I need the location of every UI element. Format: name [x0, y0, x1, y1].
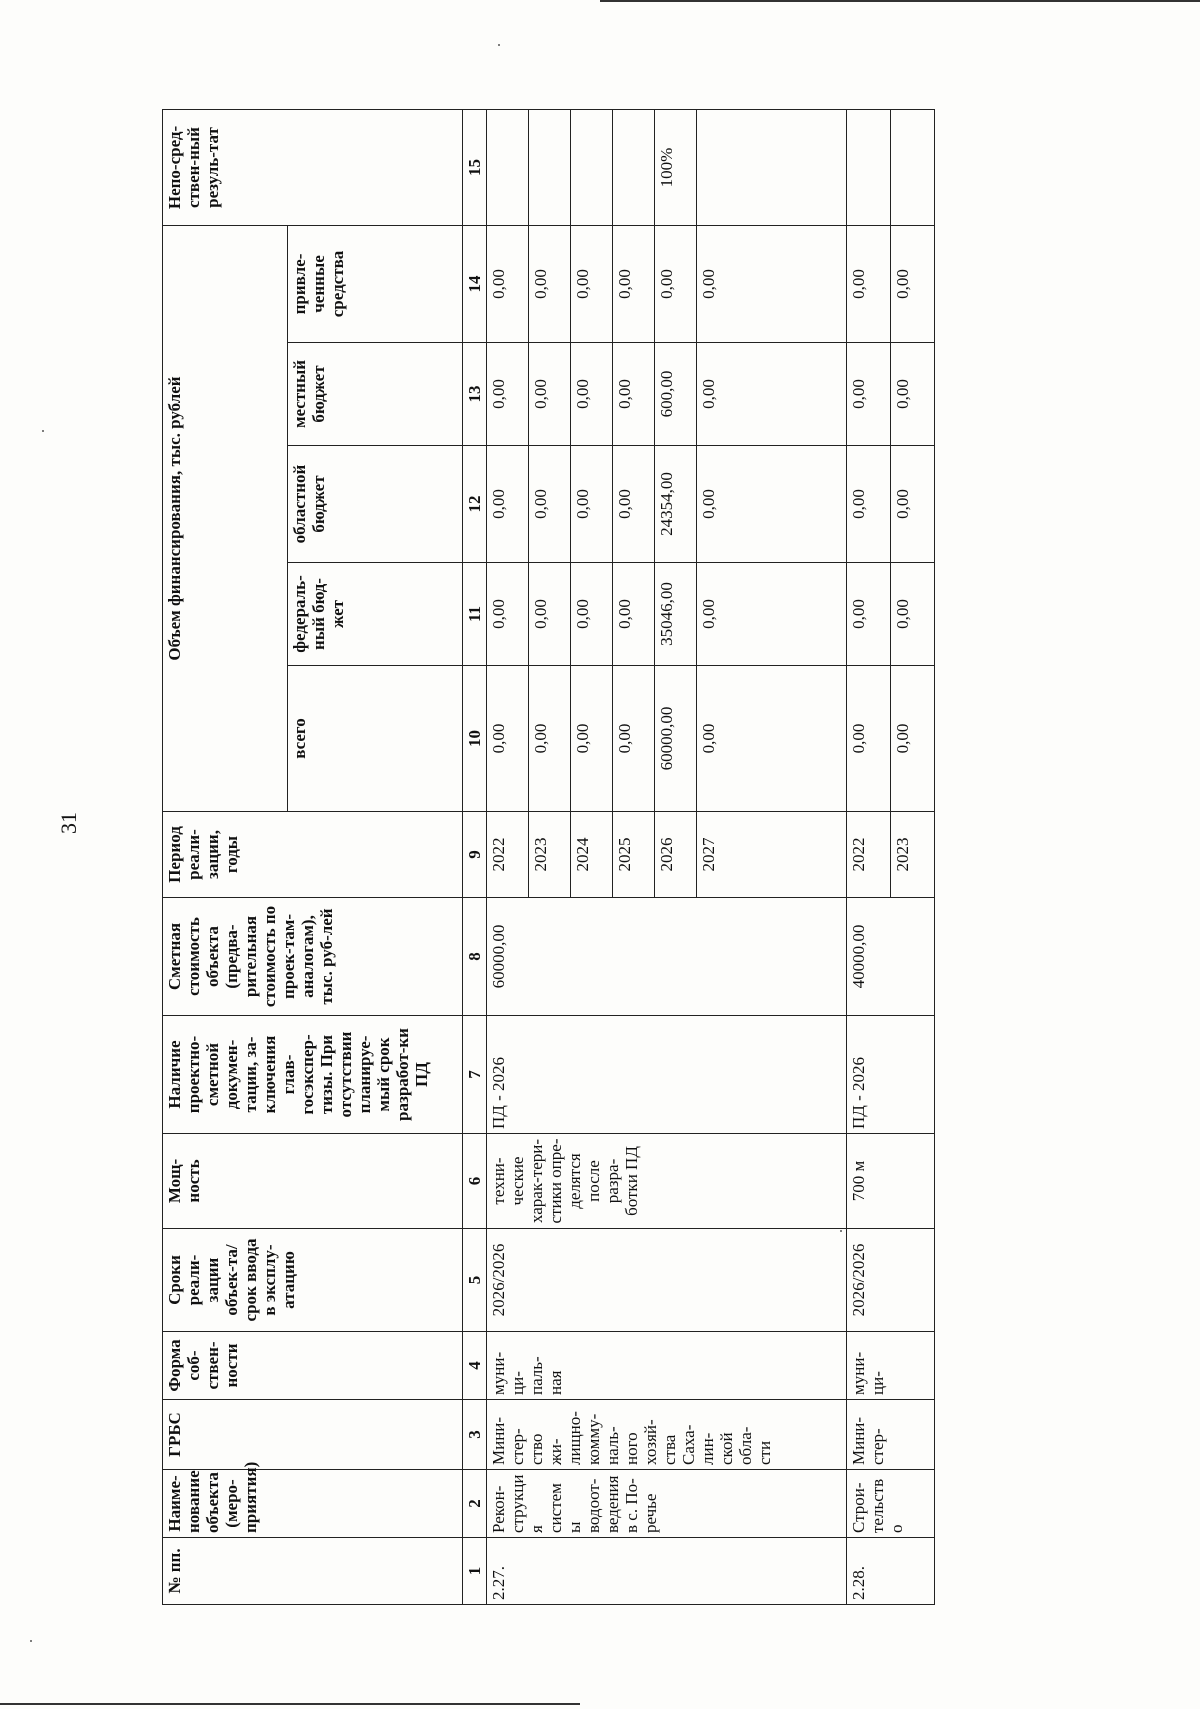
- local: 0,00: [891, 343, 935, 446]
- regional: 0,00: [571, 446, 613, 563]
- colnum: 6: [463, 1134, 487, 1229]
- header-cost: Сметная стоимость объекта (предва-рительная стоимость по проек-там-аналогам), тыс. руб-лей: [163, 898, 463, 1016]
- scan-speck: [30, 1640, 32, 1642]
- header-name: Наиме-нование объекта (меро-приятия): [163, 1470, 463, 1538]
- table-row: [847, 110, 891, 1605]
- local: 0,00: [571, 343, 613, 446]
- colnum: 9: [463, 812, 487, 898]
- header-row-top: [163, 110, 288, 1605]
- estimated-cost: 60000,00: [487, 898, 847, 1016]
- regional: 0,00: [529, 446, 571, 563]
- result: [571, 110, 613, 226]
- regional: 24354,00: [655, 446, 697, 563]
- local: 0,00: [697, 343, 847, 446]
- local: 0,00: [847, 343, 891, 446]
- colnum: 15: [463, 110, 487, 226]
- header-capacity: Мощ-ность: [163, 1134, 463, 1229]
- total: 60000,00: [655, 666, 697, 812]
- federal: 0,00: [529, 563, 571, 666]
- total: 0,00: [891, 666, 935, 812]
- local: 0,00: [487, 343, 529, 446]
- attracted: 0,00: [613, 226, 655, 343]
- header-terms: Сроки реали-зации объек-та/срок ввода в эксплу-атацию: [163, 1229, 463, 1332]
- header-attracted: привле-ченные средства: [288, 226, 463, 343]
- scan-line-bottom: [0, 1703, 580, 1705]
- year: 2023: [891, 812, 935, 898]
- regional: 0,00: [613, 446, 655, 563]
- year: 2026: [655, 812, 697, 898]
- header-federal: федераль-ный бюд-жет: [288, 563, 463, 666]
- regional: 0,00: [891, 446, 935, 563]
- row-number: 2.27.: [487, 1538, 847, 1605]
- local: 0,00: [529, 343, 571, 446]
- total: 0,00: [697, 666, 847, 812]
- year: 2022: [847, 812, 891, 898]
- header-total: всего: [288, 666, 463, 812]
- year: 2027: [697, 812, 847, 898]
- project-docs: ПД - 2026: [847, 1016, 935, 1134]
- ownership: муни-ци-паль-ная: [487, 1332, 847, 1400]
- terms: 2026/2026: [847, 1229, 935, 1332]
- colnum: 1: [463, 1538, 487, 1605]
- colnum: 10: [463, 666, 487, 812]
- page-number: 31: [56, 812, 81, 834]
- attracted: 0,00: [655, 226, 697, 343]
- header-ownership: Форма соб-ствен-ности: [163, 1332, 463, 1400]
- total: 0,00: [613, 666, 655, 812]
- result: [847, 110, 891, 226]
- project-docs: ПД - 2026: [487, 1016, 847, 1134]
- table-row: [487, 110, 529, 1605]
- attracted: 0,00: [529, 226, 571, 343]
- terms: 2026/2026: [487, 1229, 847, 1332]
- colnum: 11: [463, 563, 487, 666]
- result: [613, 110, 655, 226]
- grbs: Мини-стер-: [847, 1400, 935, 1470]
- attracted: 0,00: [697, 226, 847, 343]
- local: 0,00: [613, 343, 655, 446]
- year: 2023: [529, 812, 571, 898]
- colnum: 3: [463, 1400, 487, 1470]
- header-funding-group: Объем финансирования, тыс. рублей: [163, 226, 288, 812]
- federal: 0,00: [847, 563, 891, 666]
- federal: 0,00: [571, 563, 613, 666]
- scan-speck: [498, 44, 500, 46]
- year: 2024: [571, 812, 613, 898]
- attracted: 0,00: [847, 226, 891, 343]
- header-result: Непо-сред-ствен-ный резуль-тат: [163, 110, 463, 226]
- header-local: местный бюджет: [288, 343, 463, 446]
- result: 100%: [655, 110, 697, 226]
- federal: 0,00: [891, 563, 935, 666]
- object-name: Рекон-струкция системы водоот-ведения в с. По-речье: [487, 1470, 847, 1538]
- result: [529, 110, 571, 226]
- total: 0,00: [571, 666, 613, 812]
- header-docs: Наличие проектно-сметной докумен-тации, за-ключения глав-госэкспер-тизы. При отсутствии планируе-мый срок разработ-ки ПД: [163, 1016, 463, 1134]
- federal: 0,00: [613, 563, 655, 666]
- total: 0,00: [529, 666, 571, 812]
- attracted: 0,00: [571, 226, 613, 343]
- capacity: 700 м: [847, 1134, 935, 1229]
- colnum: 12: [463, 446, 487, 563]
- colnum: 8: [463, 898, 487, 1016]
- header-regional: областной бюджет: [288, 446, 463, 563]
- regional: 0,00: [487, 446, 529, 563]
- object-name: Строи-тельство: [847, 1470, 935, 1538]
- total: 0,00: [487, 666, 529, 812]
- colnum: 4: [463, 1332, 487, 1400]
- attracted: 0,00: [487, 226, 529, 343]
- investment-table: [162, 109, 935, 1605]
- year: 2022: [487, 812, 529, 898]
- ownership: муни-ци-: [847, 1332, 935, 1400]
- year: 2025: [613, 812, 655, 898]
- federal: 0,00: [697, 563, 847, 666]
- column-number-row: [463, 110, 487, 1605]
- regional: 0,00: [847, 446, 891, 563]
- grbs: Мини-стер-ство жи-лищно-комму-наль-ного хозяй-ства Саха-лин-ской обла-сти: [487, 1400, 847, 1470]
- total: 0,00: [847, 666, 891, 812]
- header-period: Период реали-зации, годы: [163, 812, 463, 898]
- header-grbs: ГРБС: [163, 1400, 463, 1470]
- rotated-table-container: [162, 110, 1100, 1605]
- result: [697, 110, 847, 226]
- colnum: 14: [463, 226, 487, 343]
- capacity: техни-ческие харак-тери-стики опре-делятся после разра-ботки ПД: [487, 1134, 847, 1229]
- federal: 35046,00: [655, 563, 697, 666]
- colnum: 5: [463, 1229, 487, 1332]
- result: [891, 110, 935, 226]
- result: [487, 110, 529, 226]
- scan-speck: [42, 430, 44, 432]
- colnum: 2: [463, 1470, 487, 1538]
- colnum: 13: [463, 343, 487, 446]
- regional: 0,00: [697, 446, 847, 563]
- estimated-cost: 40000,00: [847, 898, 935, 1016]
- header-num: № пп.: [163, 1538, 463, 1605]
- row-number: 2.28.: [847, 1538, 935, 1605]
- attracted: 0,00: [891, 226, 935, 343]
- colnum: 7: [463, 1016, 487, 1134]
- federal: 0,00: [487, 563, 529, 666]
- scan-line-top: [600, 0, 1200, 2]
- local: 600,00: [655, 343, 697, 446]
